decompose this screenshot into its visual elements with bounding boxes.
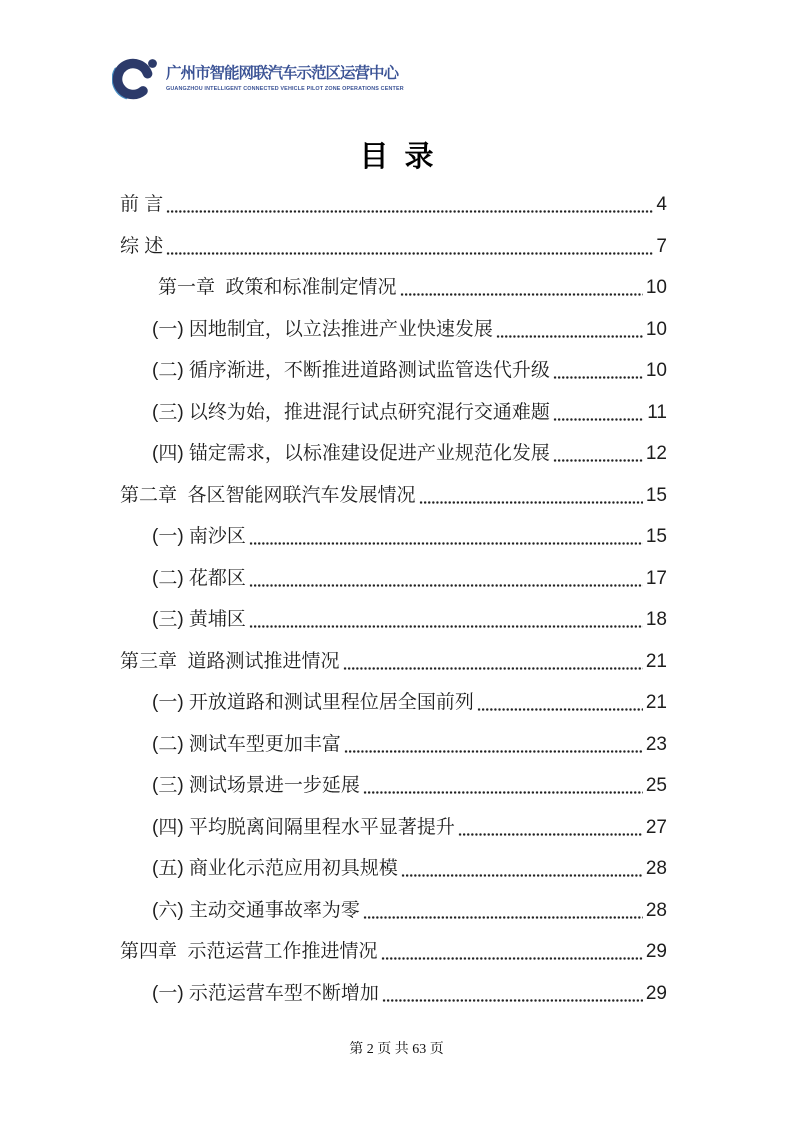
toc-entry-label: (一) 南沙区 [152, 526, 246, 547]
toc-entry[interactable] [120, 275, 667, 317]
toc-page-number: 23 [645, 733, 667, 755]
toc-page-number: 10 [645, 318, 667, 340]
toc-dot-leader [477, 690, 643, 711]
toc-entry-label: 第一章 政策和标准制定情况 [158, 277, 397, 298]
toc-entry-label: (六) 主动交通事故率为零 [152, 899, 360, 921]
toc-entry-label: (二) 循序渐进，不断推进道路测试监管迭代升级 [152, 360, 550, 381]
org-logo-text [166, 52, 404, 92]
toc-dot-leader [553, 358, 643, 379]
toc-entry[interactable] [120, 815, 667, 857]
toc-page-number: 15 [645, 484, 667, 506]
toc-page-number: 18 [645, 609, 667, 630]
toc-page-number: 17 [645, 567, 667, 589]
toc-page-number: 12 [645, 443, 667, 464]
toc-dot-leader [496, 317, 643, 338]
org-name-chinese: 广州市智能网联汽车示范区运营中心 [166, 65, 399, 82]
toc-entry-label: 第二章 各区智能网联汽车发展情况 [120, 484, 416, 506]
footer-page-number: 第 2 页 共 63 页 [349, 1042, 444, 1057]
toc-dot-leader [166, 192, 653, 213]
org-logo-icon [112, 52, 160, 100]
toc-entry[interactable] [120, 234, 667, 276]
toc-page-number: 25 [645, 775, 667, 796]
page-title: 目 录 [359, 141, 434, 173]
org-name-english: GUANGZHOU INTELLIGENT CONNECTED VEHICLE PILOT ZONE OPERATIONS CENTER [166, 86, 404, 92]
toc-dot-leader [249, 607, 643, 628]
toc-entry-label: (二) 测试车型更加丰富 [152, 733, 341, 755]
toc-entry-label: (三) 黄埔区 [152, 609, 246, 630]
toc-entry-label: (五) 商业化示范应用初具规模 [152, 858, 398, 879]
toc-entry-label: (一) 示范运营车型不断增加 [152, 982, 379, 1004]
toc-entry-label: 前 言 [120, 194, 164, 215]
org-logo [112, 52, 404, 100]
toc-entry[interactable] [120, 939, 667, 981]
toc-page-number: 21 [645, 650, 667, 672]
toc-entry-label: (四) 锚定需求，以标准建设促进产业规范化发展 [152, 443, 550, 464]
toc-entry-label: (四) 平均脱离间隔里程水平显著提升 [152, 816, 455, 838]
toc-entry[interactable] [120, 690, 667, 732]
toc-entry[interactable] [120, 192, 667, 234]
toc-dot-leader [400, 275, 643, 296]
toc-entry[interactable] [120, 773, 667, 815]
toc-page-number: 21 [645, 692, 667, 713]
toc-page-number: 28 [645, 858, 667, 879]
toc-page-number: 10 [645, 277, 667, 298]
toc-page-number: 15 [645, 526, 667, 547]
toc-page-number: 11 [647, 401, 667, 423]
toc-entry[interactable] [120, 317, 667, 359]
toc-entry-label: (二) 花都区 [152, 567, 246, 589]
toc-dot-leader [363, 898, 643, 919]
toc-entry-label: 综 述 [120, 235, 164, 257]
toc-dot-leader [553, 441, 643, 462]
toc-entry[interactable] [120, 898, 667, 940]
toc-entry-label: 第四章 示范运营工作推进情况 [120, 941, 378, 962]
toc-entry[interactable] [120, 566, 667, 608]
toc-page-number: 4 [656, 194, 667, 215]
toc-entry-label: (一) 因地制宜，以立法推进产业快速发展 [152, 318, 493, 340]
toc-dot-leader [249, 524, 643, 545]
toc-page-number: 7 [656, 235, 667, 257]
toc-list [120, 192, 667, 1022]
toc-entry[interactable] [120, 981, 667, 1023]
toc-dot-leader [363, 773, 643, 794]
toc-dot-leader [381, 939, 643, 960]
toc-page-number: 10 [645, 360, 667, 381]
toc-dot-leader [553, 400, 644, 421]
toc-entry[interactable] [120, 483, 667, 525]
toc-page-number: 29 [645, 982, 667, 1004]
toc-page-number: 27 [645, 816, 667, 838]
toc-page-number: 29 [645, 941, 667, 962]
toc-entry[interactable] [120, 607, 667, 649]
toc-dot-leader [419, 483, 643, 504]
toc-entry[interactable] [120, 524, 667, 566]
toc-page-number: 28 [645, 899, 667, 921]
toc-dot-leader [166, 234, 653, 255]
toc-entry[interactable] [120, 732, 667, 774]
toc-dot-leader [382, 981, 643, 1002]
toc-dot-leader [344, 732, 643, 753]
toc-dot-leader [249, 566, 643, 587]
toc-dot-leader [343, 649, 643, 670]
toc-entry[interactable] [120, 441, 667, 483]
toc-dot-leader [401, 856, 643, 877]
toc-entry-label: (三) 以终为始，推进混行试点研究混行交通难题 [152, 401, 550, 423]
toc-entry[interactable] [120, 400, 667, 442]
toc-entry-label: (三) 测试场景进一步延展 [152, 775, 360, 796]
toc-entry[interactable] [120, 856, 667, 898]
toc-entry[interactable] [120, 358, 667, 400]
toc-entry-label: 第三章 道路测试推进情况 [120, 650, 340, 672]
toc-dot-leader [458, 815, 643, 836]
toc-entry-label: (一) 开放道路和测试里程位居全国前列 [152, 692, 474, 713]
toc-entry[interactable] [120, 649, 667, 691]
